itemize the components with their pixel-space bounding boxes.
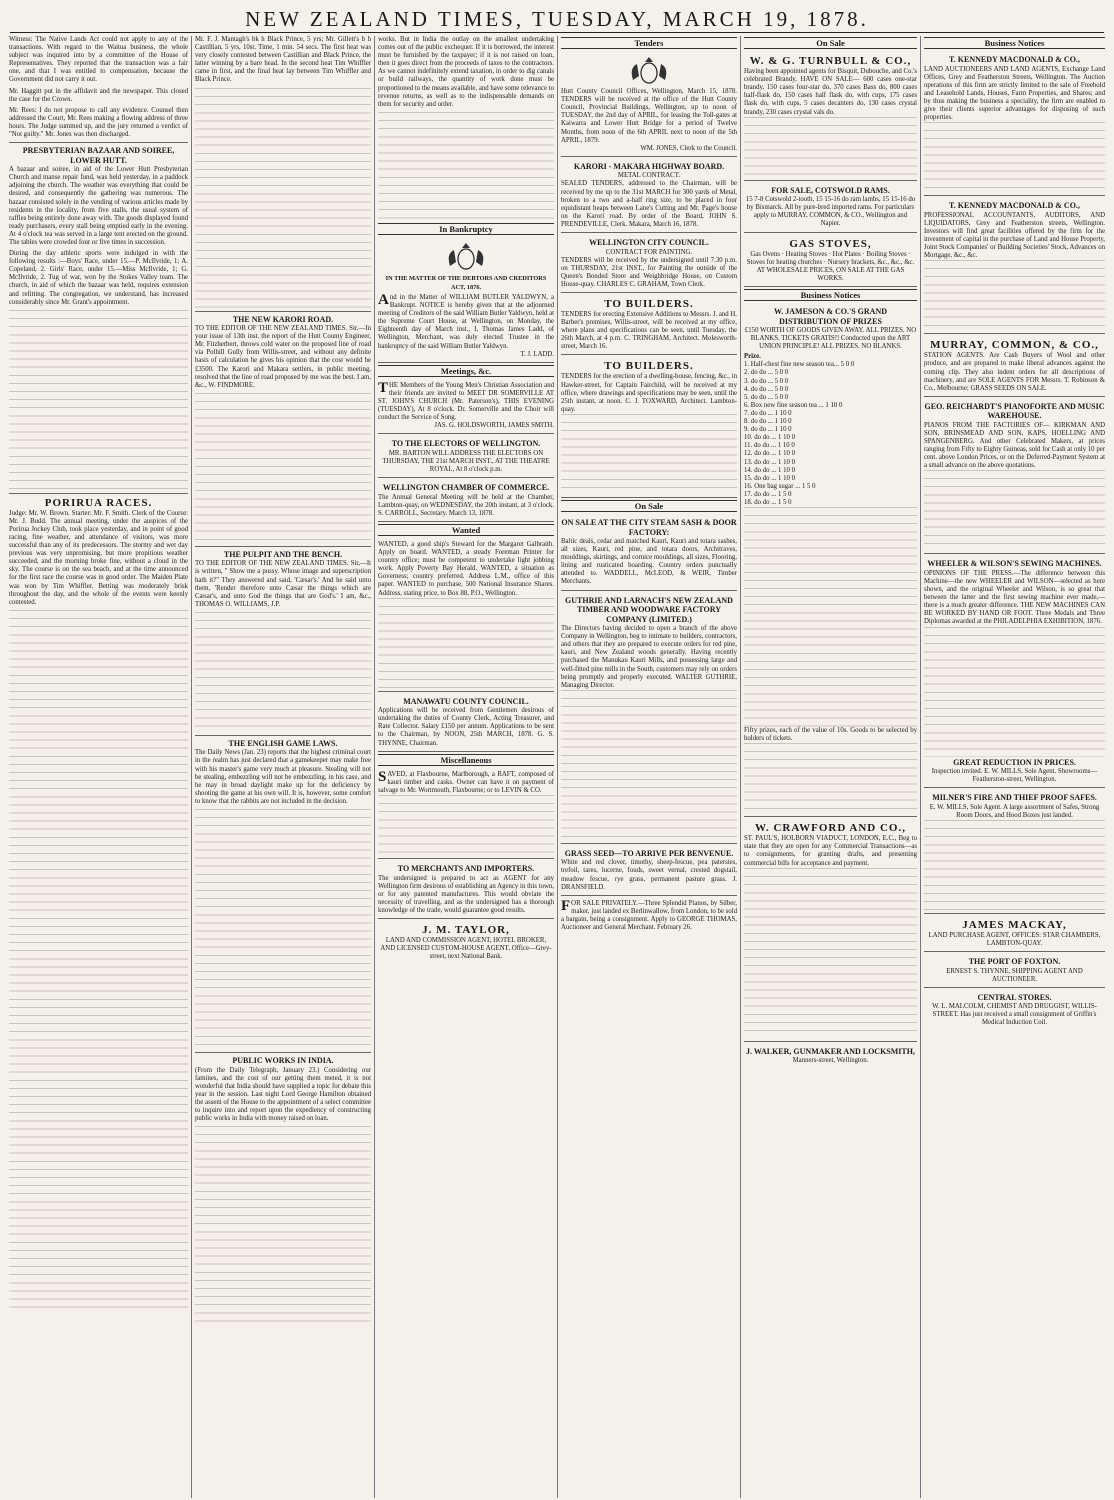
notice-heading: TO BUILDERS. <box>604 297 694 310</box>
article-paragraph: TO THE EDITOR OF THE NEW ZEALAND TIMES. Sir,—In your issue of 13th inst. the report of the Hutt County Engineer, Mr. Fitzherbert, throws cold water on the proposed line of road via Polhill Gully from Willis-street, and without any definite basis of calculation he gives his opinion that the cost would be £3500. The Karori and Makara settlers, in public meeting, resolved that the line of road proposed by me was the best. I am, &c., W. FINDMORE. <box>195 325 371 389</box>
notice-heading: ON SALE AT THE CITY STEAM SASH & DOOR FACTORY: <box>561 518 737 537</box>
column-6 <box>921 36 1108 1498</box>
list-item: 7. do do ... 1 10 0 <box>744 409 792 417</box>
divider <box>195 735 371 736</box>
milner-safes-advert <box>924 790 1105 914</box>
notice-body: Baltic deals, cedar and matched Kauri, Kauri and totara sashes, all sizes, Kauri, red pine, and totara doors, Architraves, mouldings, skirtings, and cornice mouldings, all sizes, Flooring, lining and rusticated boarding. Country orders punctually attended to. WADDELL, McLEOD, & WEIR, Timber Merchants. <box>561 538 737 586</box>
article-paragraph: Witness: The Native Lands Act could not apply to any of the transactions. With regard to the Waitua business, the whole subject was inquired into by a committee of the House of Representatives. They reported that the transaction was a fair one, and that I was entitled to compensation, because the Government did not carry it out. <box>9 36 188 84</box>
list-item: 3. do do ... 5 0 0 <box>744 377 789 385</box>
text-block <box>561 414 737 494</box>
list-item: 2. do do ... 5 0 0 <box>744 369 789 377</box>
text-block <box>378 112 554 222</box>
royal-crest-icon <box>440 242 492 272</box>
notice-footer: Fifty prizes, each of the value of 10s. Goods to be selected by holders of tickets. <box>744 727 917 743</box>
gas-stoves-advert <box>744 235 917 287</box>
notice-body: Applications will be received from Gentlemen desirous of undertaking the duties of County Clerk, Acting Treasurer, and Rate Collector. Salary £150 per annum. Applications to be sent to the Chairman, by NOON, 25th MARCH, 1878. G. S. THYNNE, Chairman. <box>378 707 554 747</box>
divider <box>195 1052 371 1053</box>
notice-heading: T. KENNEDY MACDONALD & CO., <box>949 201 1080 211</box>
macdonald-accountants-advert <box>924 198 1105 334</box>
columns <box>6 36 1108 1498</box>
notice-body: PIANOS FROM THE FACTORIES OF— KIRKMAN AND SON, BRINSMEAD AND SON, KAPS, HOELLING AND SPANGENBERG. And other Celebrated Makers, at prices ranging from Fifty to Eighty Guineas, sold for Cash at only 10 per cent. above London Prices, or on the Deferred-Payment System at a small advance on the above quotations. <box>924 421 1105 470</box>
text-block <box>744 868 917 1038</box>
section-heading: Business Notices <box>924 37 1105 49</box>
notice-body: THE Members of the Young Men's Christian Association and their friends are invited to MEET DR SOMERVILLE AT ST. JOHN'S CHURCH (Mr. Paterson's), THIS EVENING (TUESDAY), At 8 o'clock. Dr. Somerville and the Choir will conduct the Service of Song. <box>378 379 554 422</box>
divider <box>9 142 188 143</box>
text-block <box>9 310 188 490</box>
notice-heading: WELLINGTON CITY COUNCIL. <box>589 238 709 247</box>
central-stores-advert <box>924 990 1105 1031</box>
article-headline: THE NEW KARORI ROAD. <box>232 314 334 324</box>
divider <box>195 311 371 312</box>
section-heading: On Sale <box>561 500 737 512</box>
notice-heading: TO MERCHANTS AND IMPORTERS. <box>397 864 535 873</box>
notice-body: Hutt County Council Offices, Wellington, March 15, 1878. TENDERS will be received at the office of the Hutt County Council, Provincial Buildings, Wellington, up to noon of TUESDAY, the 2nd day of APRIL, for leasing the Toll-gates at Kaiwarra and Lower Hutt Bridge for a period of Twelve Months, from noon of the 6th APRIL next to noon of the 5th APRIL, 1879. <box>561 88 737 144</box>
notice-body: E. W. MILLS, Sole Agent. A large assortment of Safes, Strong Room Doors, and Hood Boxes just landed. <box>929 803 1100 819</box>
county-council-notice <box>378 694 554 752</box>
article-headline: THE PULPIT AND THE BENCH. <box>223 549 343 559</box>
section-heading: Miscellaneous <box>378 754 554 766</box>
text-block <box>378 795 554 855</box>
text-block <box>195 1126 371 1326</box>
notice-heading: WHEELER & WILSON'S SEWING MACHINES. <box>927 559 1102 569</box>
article-paragraph: During the day athletic sports were indulged in with the following results :—Boys' Race, under 15.—P. McIlvride, 1; A. Copeland, 2. Girls' Race, under 15.—Miss McIlvride, 1; G. McIlvride, 2. Tug of war, won by the Stokes Valley team. The church, in aid of which the bazaar was held, requires extension and refitting. The congregation, we understand, has increased considerably since Mr. Grant's appointment. <box>9 250 188 306</box>
column-4 <box>558 36 741 1498</box>
reichardt-advert <box>924 399 1105 555</box>
ymca-notice <box>378 380 554 435</box>
notice-heading: JAMES MACKAY, <box>962 918 1067 931</box>
notice-body: MR. BARTON WILL ADDRESS THE ELECTORS ON THURSDAY, THE 21st MARCH INST., AT THE THEATRE ROYAL, At 8 o'clock p.m. <box>382 449 550 474</box>
notice-body: Inspection invited. E. W. MILLS, Sole Agent. Showrooms—Featherston-street, Wellington. <box>931 768 1098 784</box>
notice-body: £150 WORTH OF GOODS GIVEN AWAY. ALL PRIZES. NO BLANKS. TICKETS GRATIS!! Conducted upon the ART UNION PRINCIPLE! ALL PRIZES. NO BLANKS. <box>744 327 917 351</box>
notice-heading: GAS STOVES, <box>789 237 872 250</box>
list-item: 11. do do ... 1 10 0 <box>744 442 795 450</box>
notice-heading: W. & G. TURNBULL & CO., <box>749 55 912 68</box>
macdonald-land-advert <box>924 52 1105 196</box>
divider <box>9 493 188 494</box>
list-item: 10. do do ... 1 10 0 <box>744 434 795 442</box>
column-2 <box>192 36 375 1498</box>
article-headline: THE ENGLISH GAME LAWS. <box>228 738 338 748</box>
notice-body: LAND AUCTIONEERS AND LAND AGENTS, Exchange Land Offices, Grey and Featherston Streets, Wellington. The Auction operations of this firm are strictly limited to the sale of Freehold and Leasehold Lands, Houses, Farm Properties, and Shares; and by thus making the business a speciality, the firm are enabled to give their clients superior advantages for disposing of such properties. <box>924 65 1105 122</box>
text-block <box>924 627 1105 757</box>
notice-body: TENDERS will be received by the undersigned until 7.30 p.m. on THURSDAY, 21st INST., for Painting the outside of the Queen's Bonded Store and Weighbridge House, on Custom House-quay. CHARLES C. GRAHAM, Town Clerk. <box>561 256 737 288</box>
sewing-machines-advert <box>924 556 1105 788</box>
list-item: 14. do do ... 1 10 0 <box>744 466 795 474</box>
notice-heading: TO THE ELECTORS OF WELLINGTON. <box>391 439 541 449</box>
list-item: 15. do do ... 1 10 0 <box>744 474 795 482</box>
notice-body: Manners-street, Wellington. <box>792 1057 869 1065</box>
article-paragraph: Mr. Haggitt put in the affidavit and the newspaper. This closed the case for the Crown. <box>9 87 188 103</box>
notice-signature: T. J. LADD. <box>520 350 554 358</box>
text-block <box>744 117 917 177</box>
notice-body: The Annual General Meeting will be held at the Chamber, Lambton-quay, on WEDNESDAY, the 20th instant, at 3 o'clock. S. CARROLL, Secretary. March 13, 1878. <box>378 493 554 517</box>
merchants-notice <box>378 861 554 919</box>
text-block <box>378 598 554 688</box>
text-block <box>924 122 1105 192</box>
notice-body: Gas Ovens · Heating Stoves · Hot Plates · Boiling Stoves · Stoves for heating churches · Nursery brackets, &c., &c., &c. AT WHOLESALE PRICES, ON SALE AT THE GAS WORKS. <box>746 250 915 282</box>
prize-list-heading: Prize. <box>744 353 761 361</box>
walker-advert <box>744 1044 917 1069</box>
builders-tender-2 <box>561 357 737 497</box>
notice-heading: MILNER'S FIRE AND THIEF PROOF SAFES. <box>932 793 1097 803</box>
text-block <box>561 690 737 840</box>
column-1 <box>6 36 192 1498</box>
notice-heading: IN THE MATTER OF THE DEBTORS AND CREDITORS ACT, 1876. <box>385 274 547 292</box>
column-5 <box>741 36 921 1498</box>
list-item: 6. Box new fine season tea ... 1 10 0 <box>744 401 843 409</box>
notice-heading: FOR SALE, COTSWOLD RAMS. <box>771 185 890 195</box>
article-paragraph: TO THE EDITOR OF THE NEW ZEALAND TIMES. Sir,—It is written, " Show me a pussy. Whose image and superscription hath it?" They answered and said, 'Cæsar's.' And he said unto them, 'Render therefore unto Cæsar the things which are Cæsar's, and unto God the things that are God's.' I am, &c., THOMAS O. WILLIAMS, J.P. <box>195 560 371 608</box>
highway-board-notice <box>561 159 737 233</box>
text-block <box>195 393 371 543</box>
text-block <box>9 610 188 1310</box>
foxton-advert <box>924 954 1105 988</box>
column-3 <box>375 36 558 1498</box>
notice-heading: MANAWATU COUNTY COUNCIL. <box>403 696 529 706</box>
notice-heading: MURRAY, COMMON, & CO., <box>930 339 1099 352</box>
list-item: 9. do do ... 1 10 0 <box>744 426 792 434</box>
jameson-prizes-advert <box>744 304 917 817</box>
article-paragraph: (From the Daily Telegraph, January 23.) Considering our famines, and the cost of our getting them meted, it is not wonderful that India should have supplied a topic for debate this year in the session. Last night Lord George Hamilton obtained the assent of the House to the appointment of a select committee to inquire into and report upon the expediency of constructing public works in India with money raised on loan. <box>195 1066 371 1123</box>
notice-heading: KARORI - MAKARA HIGHWAY BOARD. <box>573 161 725 171</box>
notice-heading: TO BUILDERS. <box>604 360 694 373</box>
article-headline: PRESBYTERIAN BAZAAR AND SOIREE, LOWER HUTT. <box>22 146 175 165</box>
notice-body: SEALED TENDERS, addressed to the Chairman, will be received by me up to the 31st MARCH for 300 yards of Metal, broken to a two and a-half ring size, to be placed in four equidistant heaps between Lane's Cutting and Mr. Page's house on the Karori road. By order of the Board, JOHN S. PRENDEVILLE, Clerk. Makara, March 16, 1878. <box>561 180 737 228</box>
section-heading: Meetings, &c. <box>378 365 554 377</box>
article-paragraph: Mr. Rees: I do not propose to call any evidence. Counsel then addressed the Court, Mr. Rees making a flowing address of three hours. The Judge summed up, and the jury returned a verdict of "Not guilty." Mr. Jones was then discharged. <box>9 106 188 139</box>
list-item: 5. do do ... 5 0 0 <box>744 393 789 401</box>
notice-body: White and red clover, timothy, sheep-fescue, pea paterstes, trefoil, tares, lucerne, fouds, sweet vernal, crested dogstail, meadow fescue, rye grass, permanent pasture grass. J. DRANSFIELD. <box>561 859 737 891</box>
mackay-advert <box>924 916 1105 952</box>
wanted-ads <box>378 539 554 692</box>
section-heading: On Sale <box>744 37 917 49</box>
text-block <box>924 820 1105 910</box>
section-heading: In Bankruptcy <box>378 223 554 235</box>
notice-body: ERNEST S. THYNNE, SHIPPING AGENT AND AUCTIONEER. <box>946 967 1083 983</box>
notice-body: TENDERS for erecting Extensive Additions to Messrs. J. and H. Barber's premises, Willis-street, will be received at my office, where plans and specifications can be seen, until Tuesday, the 26th March, at 4 p.m. C. TRINGHAM, Architect. Molesworth-street, March 16. <box>561 310 737 351</box>
article-headline: PUBLIC WORKS IN INDIA. <box>232 1056 334 1066</box>
notice-signature: WM. JONES, Clerk to the Council. <box>640 144 737 152</box>
notice-heading: GRASS SEED—TO ARRIVE PER BENVENUE. <box>564 848 734 858</box>
pianos-sale-advert <box>561 898 737 935</box>
toll-gate-tender <box>561 52 737 157</box>
notice-heading: GUTHRIE AND LARNACH'S NEW ZEALAND TIMBER AND WOODWARE FACTORY COMPANY (LIMITED.) <box>565 595 733 624</box>
section-heading: Wanted <box>378 524 554 536</box>
notice-body: W. L. MALCOLM, CHEMIST AND DRUGGIST, WILLIS-STREET. Has just received a small consignment of Griffin's Medical Induction Coil. <box>932 1003 1097 1027</box>
text-block <box>195 612 371 732</box>
taylor-advert <box>378 921 554 964</box>
bankruptcy-notice <box>378 238 554 363</box>
notice-body: WANTED, a good ship's Steward for the Margaret Galbraith. Apply on board. WANTED, a steady Foreman Printer for country office; must be competent to undertake light jobbing work. Apply Poverty Bay Herald. WANTED, a situation as Governess; country preferred. Address L.M., office of this paper. WANTED to purchase, 500 National Insurance Shares. Address, stating price, to Box 88, P.O., Wellington. <box>378 541 554 597</box>
notice-subheading: CONTRACT FOR PAINTING. <box>605 248 693 256</box>
notice-body: LAND PURCHASE AGENT, OFFICES: STAR CHAMBERS, LAMBTON-QUAY. <box>928 931 1101 947</box>
list-item: 8. do do ... 1 10 0 <box>744 418 792 426</box>
notice-heading: J. M. TAYLOR, <box>422 923 510 936</box>
chamber-of-commerce-notice <box>378 480 554 522</box>
article-paragraph: The Daily News (Jan. 23) reports that the highest criminal court in the realm has just declared that a gamekeeper may make free with his master's game very much at pleasure. Stealing will not be stealing, embezzling will not be embezzling, in his case, and he may in broad daylight make up for the deficiency by shooting the game at his own will. It is, however, some comfort to know that the rabbits are not included in the decision. <box>195 749 371 805</box>
article-headline: PORIRUA RACES. <box>44 496 153 509</box>
notice-heading: CENTRAL STORES. <box>977 992 1052 1002</box>
notice-body: LAND AND COMMISSION AGENT, HOTEL BROKER, AND LICENSED CUSTOM-HOUSE AGENT, Office—Grey-street, next National Bank. <box>380 936 552 961</box>
list-item: 13. do do ... 1 10 0 <box>744 458 795 466</box>
notice-body: And in the Matter of WILLIAM BUTLER YALDWYN, a Bankrupt. NOTICE is hereby given that at the adjourned meeting of Creditors of the said William Butler Yaldwyn, held at the Supreme Court House, at Wellington, on Monday, the Eighteenth day of March inst., I, Thomas James Ladd, of Wellington, Merchant, was duly elected Trustee in the bankruptcy of the said William Butler Yaldwyn. <box>378 291 554 350</box>
notice-body: STATION AGENTS. Are Cash Buyers of Wool and other produce, and are prepared to make liberal advances against the coming clip. They also indent orders for all descriptions of machinery, and are SOLE AGENTS FOR Messrs. T. Robinson & Co., Melbourne; GRASS SEEDS ON SALE. <box>924 352 1105 392</box>
article-paragraph: A bazaar and soiree, in aid of the Lower Hutt Presbyterian Church and manse repair fund, was held yesterday, in a paddock adjoining the church. The weather was everything that could be desired, and consequently the gathering was numerous. The bazaar consisted solely in the vending of various articles made by residents in the locality, from five stalls, the usual system of raffles being entirely done away with. The goods displayed found ready purchasers, every stall being emptied early in the evening. At 4 o'clock tea was served in a large tent erected on the ground. The tables were crowded four or five times in succession. <box>9 166 188 246</box>
text-block <box>744 743 917 813</box>
masthead: NEW ZEALAND TIMES, TUESDAY, MARCH 19, 1878. <box>10 6 1104 33</box>
notice-body: 15 7-8 Cotswold 2-tooth, 15 15-16 do ram lambs, 15 15-16 do by Bismarck. All by pure-bred imported rams. For particulars apply to MURRAY, COMMON, & CO., Wellington and Napier. <box>745 196 916 228</box>
notice-heading: T. KENNEDY MACDONALD & CO., <box>949 55 1080 65</box>
section-heading: Business Notices <box>744 289 917 301</box>
text-block <box>924 470 1105 550</box>
notice-heading: GREAT REDUCTION IN PRICES. <box>953 757 1076 767</box>
grass-seed-advert <box>561 846 737 896</box>
list-item: 16. One bag sugar ... 1 5 0 <box>744 482 816 490</box>
list-item: 18. do do ... 1 5 0 <box>744 498 792 506</box>
prize-list <box>744 361 917 507</box>
notice-body: FOR SALE PRIVATELY.—Three Splendid Pianos, by Silber, maker, just landed ex Berlinwallow, from London, to be sold a bargain, being a consignment. Apply to GEORGE THOMAS, Auctioneer and General Merchant. February 26. <box>561 897 737 931</box>
text-block <box>195 88 371 308</box>
text-block <box>195 809 371 1049</box>
list-item: 12. do do ... 1 10 0 <box>744 450 795 458</box>
notice-signature: JAS. G. HOLDSWORTH, JAMES SMITH. <box>434 422 554 430</box>
notice-heading: WELLINGTON CHAMBER OF COMMERCE. <box>382 483 550 493</box>
builders-tender-1 <box>561 295 737 355</box>
notice-body: OPINIONS OF THE PRESS.—The difference between this Machine—the new WHEELER and WILSON—selected as here shown, and the original Wheeler and Wilson, is so great that between the latter and the first sewing machine ever made,— there is a much greater difference. THE NEW MACHINES CAN BE WORKED BY HAND OR FOOT. Three Medals and Three Diplomas awarded at the PHILADELPHIA EXHIBITION, 1876. <box>924 569 1105 626</box>
notice-body: Having been appointed agents for Bisquit, Dubouche, and Co.'s celebrated Brandy, HAVE ON SALE— 600 cases one-star brandy, 150 cases four-star do, 370 cases Bass do, 800 cases half-flask do, 150 cases half flask do, with cups, 175 cases flask do, with cups, 5 cases decanters do, 130 cases crystal brandy, 230 cases crystal vals do. <box>744 68 917 116</box>
crawford-advert <box>744 819 917 1041</box>
notice-heading: W. CRAWFORD AND CO., <box>755 822 906 835</box>
notice-body: The undersigned is prepared to act as AGENT for any Wellington firm desirous of establishing an Agency in this town, or for any patented manufactures. This would obviate the necessity of travelling, and as the undersigned has a thorough knowledge of the trade, would guarantee good results. <box>378 874 554 914</box>
murray-common-advert <box>924 336 1105 396</box>
timber-company-advert <box>561 593 737 844</box>
royal-crest-icon <box>623 56 675 86</box>
notice-body: PROFESSIONAL ACCOUNTANTS, AUDITORS, AND LIQUIDATORS, Grey and Featherston streets, Wellington. Investors will find great facilities offered by the firm for the investment of capital in the purchase of Land and House Property, Joint Stock Companies' or Building Societies' Stock, Advances on Mortgage, &c., &c. <box>924 211 1105 260</box>
list-item: 17. do do ... 1 5 0 <box>744 490 792 498</box>
notice-body: ST. PAUL'S, HOLBORN VIADUCT, LONDON, E.C., Beg to state that they are open for any Commercial Transactions—as to consignments, for granting drafts, and presenting commercial bills for acceptance and payment. <box>744 835 917 867</box>
notice-heading: W. JAMESON & CO.'S GRAND DISTRIBUTION OF PRIZES <box>773 307 888 326</box>
section-heading: Tenders <box>561 37 737 49</box>
article-paragraph: Mr. F. J. Mantagh's bk h Black Prince, 5 yrs; Mr. Gillett's b h Castillian, 5 yrs, 10st. Time, 1 min. 54 secs. The first heat was very closely contested between Castillian and Black Prince, the latter winning by a bare head. In the second heat Tim Whiffler came in first, and the final heat lay between Tim Whiffler and Black Prince. <box>195 36 371 84</box>
notice-subheading: METAL CONTRACT. <box>617 172 681 180</box>
text-block <box>924 260 1105 330</box>
electors-notice <box>378 436 554 478</box>
notice-body: The Directors having decided to open a branch of the above Company in Wellington, beg to intimate to builders, contractors, and others that they are prepared to execute orders for red pine, kauri, and New Zealand woods generally. Having recently purchased the Manukau Kauri Mills, and possessing large and well-fitted pine mills in the South, customers may rely on orders being promptly and properly executed. WALTER GUTHRIE, Managing Director. <box>561 625 737 689</box>
salvage-notice <box>378 769 554 859</box>
notice-body: SAVED, at Flaxbourne, Marlborough, a RAFT, composed of kauri timber and casks. Owner can have it on payment of salvage to Mr. Wortmouth, Flaxbourne; or to LEVIN & CO. <box>378 768 554 794</box>
notice-heading: J. WALKER, GUNMAKER AND LOCKSMITH, <box>746 1046 915 1056</box>
notice-heading: THE PORT OF FOXTON. <box>968 957 1061 967</box>
notice-body: TENDERS for the erection of a dwelling-house, fencing, &c., in Hawker-street, for Captain Fairchild, will be received at my office, where drawings and specifications may be seen, until the 25th instant, at noon. C. J. TOXWARD, Architect. Lambton-quay. <box>561 373 737 413</box>
article-paragraph: works. But in India the outlay on the smallest undertaking comes out of the public exchequer. If it is borrowed, the interest must be furnished by the taxpayer; if it is not raised on loan, then it goes direct from the proceeds of taxes to the contractors. As we cannot indefinitely extend taxation, in order to dig canals or build railways, the quantity of work done must be proportioned to the means available, and have some relevance to revenue returns, as well as to the indispensable demands on them for security and order. <box>378 36 554 108</box>
article-paragraph: Judge: Mr. W. Brown. Starter: Mr. F. Smith. Clerk of the Course: Mr. J. Budd. The annual meeting, under the auspices of the Porirua Jockey Club, took place yesterday, and in point of good racing, fine weather, and attendance of visitors, was more successful than any of its predecessors. The stormy and wet day previous was very unpromising, but more propitious weather succeeded, and the morning broke fine, without a cloud in the sky. The course is on the sea beach, and at the time announced for the first race the course was in good order. The Maiden Plate was won by Tim Whiffler. Betting was moderately brisk throughout the day, and the whole of the events were keenly contested. <box>9 509 188 606</box>
turnbull-advert <box>744 52 917 181</box>
list-item: 4. do do ... 5 0 0 <box>744 385 789 393</box>
list-item: 1. Half-chest fine new season tea... 5 0 0 <box>744 361 855 369</box>
text-block <box>744 507 917 727</box>
rams-sale-advert <box>744 183 917 233</box>
city-council-notice <box>561 235 737 293</box>
sash-factory-advert <box>561 515 737 591</box>
notice-heading: GEO. REICHARDT'S PIANOFORTE AND MUSIC WAREHOUSE. <box>924 401 1105 421</box>
divider <box>195 546 371 547</box>
